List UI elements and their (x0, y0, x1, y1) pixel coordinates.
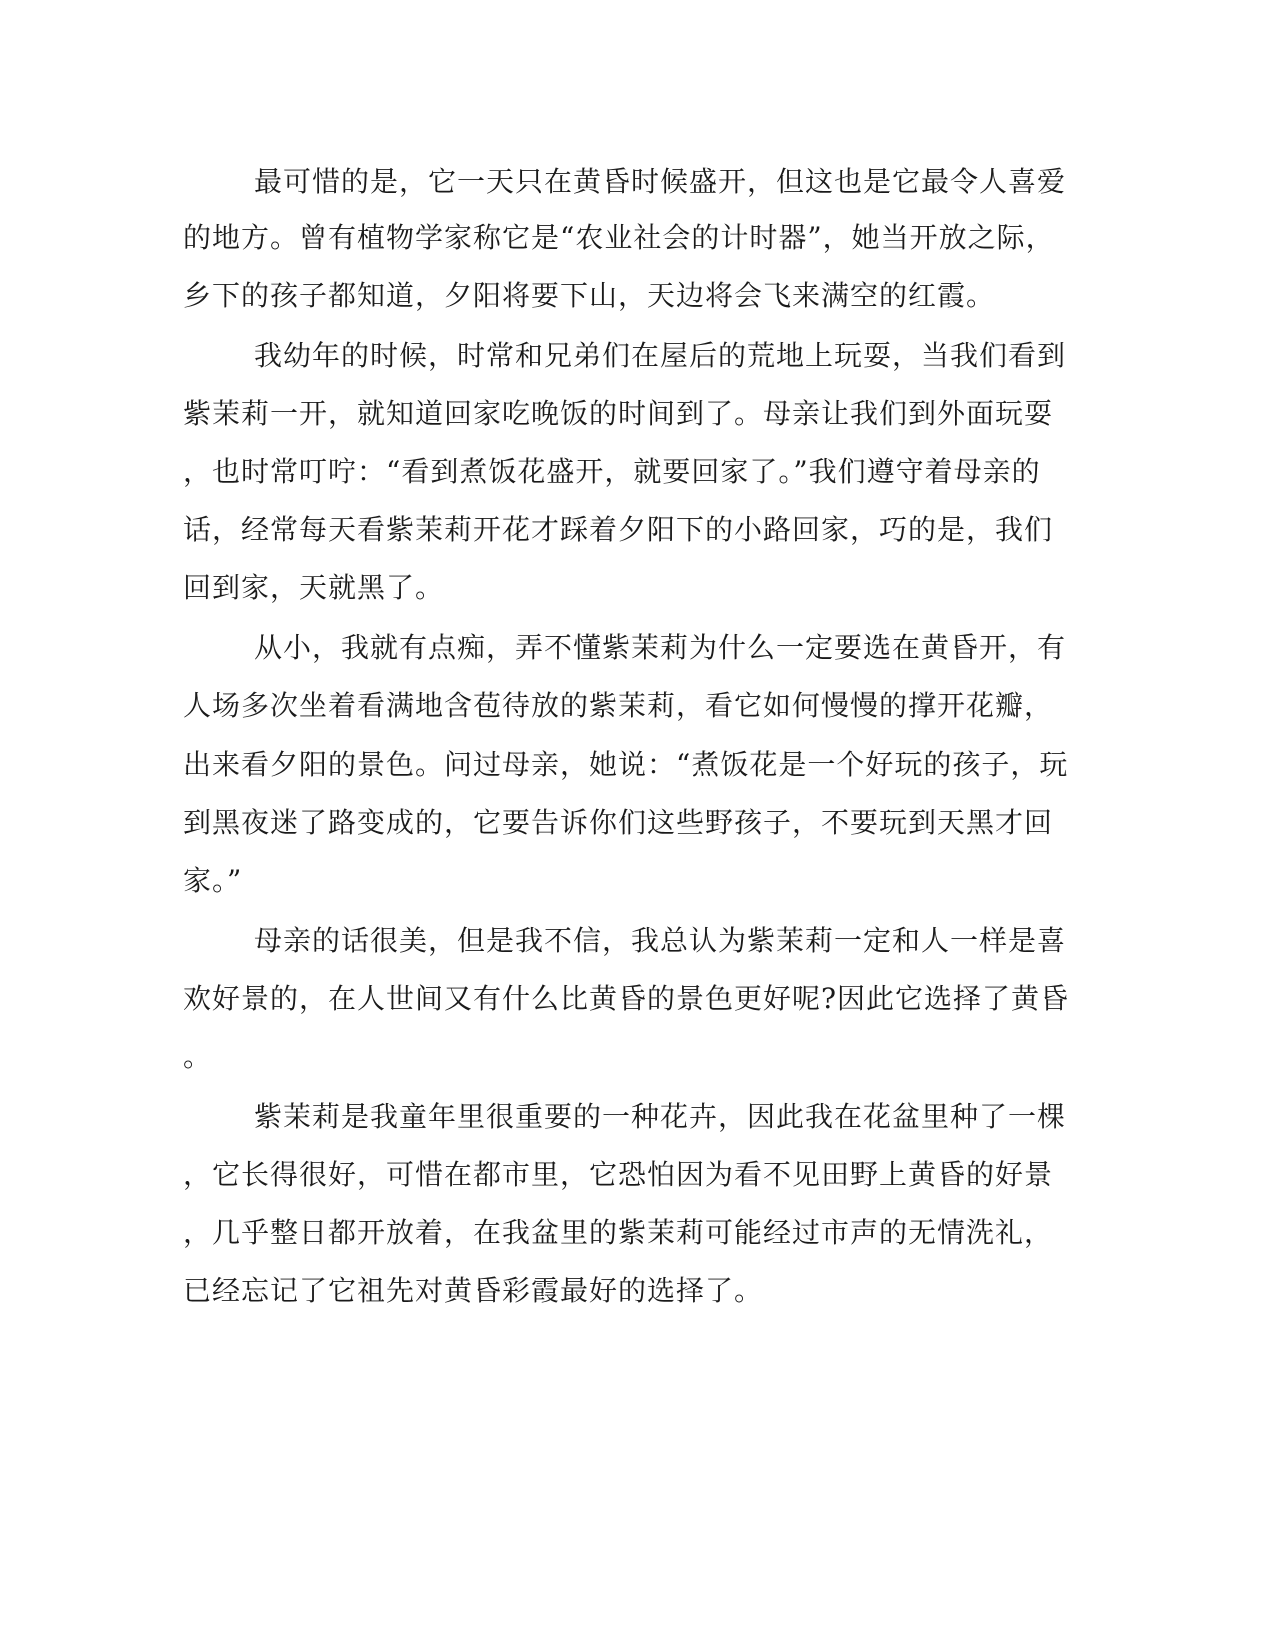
paragraph-line: 出来看夕阳的景色。问过母亲，她说：“煮饭花是一个好玩的孩子，玩 (183, 748, 1069, 781)
paragraph-line: ，它长得很好，可惜在都市里，它恐怕因为看不见田野上黄昏的好景 (183, 1158, 1054, 1191)
paragraph-line: 乡下的孩子都知道，夕阳将要下山，天边将会飞来满空的红霞。 (183, 279, 996, 312)
paragraph-line: 我幼年的时候，时常和兄弟们在屋后的荒地上玩耍，当我们看到 (254, 339, 1067, 372)
paragraph-line: 家。” (183, 864, 243, 897)
paragraph-line: 回到家，天就黑了。 (183, 571, 445, 604)
paragraph-line: 从小，我就有点痴，弄不懂紫茉莉为什么一定要选在黄昏开，有 (254, 631, 1067, 664)
paragraph-line: 欢好景的，在人世间又有什么比黄昏的景色更好呢?因此它选择了黄昏 (183, 982, 1070, 1015)
paragraph-line: 最可惜的是，它一天只在黄昏时候盛开，但这也是它最令人喜爱 (254, 165, 1067, 198)
paragraph-line: 到黑夜迷了路变成的，它要告诉你们这些野孩子，不要玩到天黑才回 (183, 806, 1054, 839)
paragraph-line: 紫茉莉是我童年里很重要的一种花卉，因此我在花盆里种了一棵 (254, 1100, 1067, 1133)
paragraph-line: 。 (183, 1040, 213, 1073)
paragraph-line: 人场多次坐着看满地含苞待放的紫茉莉，看它如何慢慢的撑开花瓣， (183, 689, 1054, 722)
paragraph-line: ，也时常叮咛：“看到煮饭花盛开，就要回家了。”我们遵守着母亲的 (183, 455, 1041, 488)
paragraph-line: ，几乎整日都开放着，在我盆里的紫茉莉可能经过市声的无情洗礼， (183, 1216, 1054, 1249)
paragraph-line: 已经忘记了它祖先对黄昏彩霞最好的选择了。 (183, 1274, 764, 1307)
paragraph-line: 紫茉莉一开，就知道回家吃晚饭的时间到了。母亲让我们到外面玩耍 (183, 397, 1054, 430)
paragraph-line: 母亲的话很美，但是我不信，我总认为紫茉莉一定和人一样是喜 (254, 924, 1067, 957)
paragraph-line: 的地方。曾有植物学家称它是“农业社会的计时器”，她当开放之际， (183, 221, 1055, 254)
paragraph-line: 话，经常每天看紫茉莉开花才踩着夕阳下的小路回家，巧的是，我们 (183, 513, 1054, 546)
